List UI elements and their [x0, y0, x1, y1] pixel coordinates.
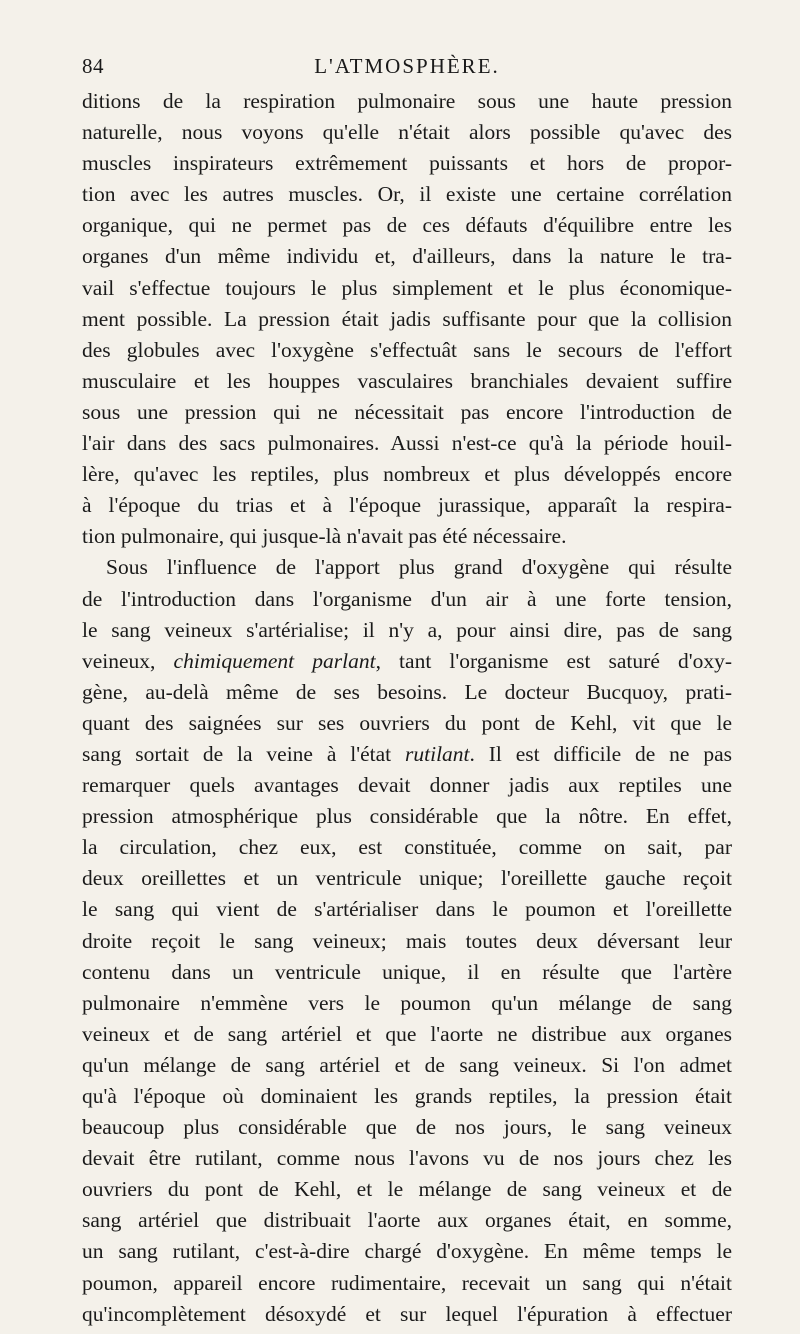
text-line: sang artériel que distribuait l'aorte aux organes était, en somme, [82, 1208, 732, 1233]
text-line: ouvriers du pont de Kehl, et le mélange de sang veineux et de [82, 1177, 732, 1202]
text-segment: . Il est difficile de ne pas [469, 741, 732, 766]
text-segment: sang sortait de la veine à l'état [82, 741, 405, 766]
text-line: le sang veineux s'artérialise; il n'y a, pour ainsi dire, pas de sang [82, 617, 732, 642]
text-line: quant des saignées sur ses ouvriers du pont de Kehl, vit que le [82, 710, 732, 735]
text-line: le sang qui vient de s'artérialiser dans le poumon et l'oreillette [82, 897, 732, 922]
text-line: la circulation, chez eux, est constituée, comme on sait, par [82, 835, 732, 860]
page-number: 84 [82, 54, 104, 78]
text-line: musculaire et les houppes vasculaires branchiales devaient suffire [82, 368, 732, 393]
running-head [82, 54, 732, 84]
text-line: ditions de la respiration pulmonaire sous une haute pression [82, 89, 732, 113]
text-line: droite reçoit le sang veineux; mais toutes deux déversant leur [82, 928, 732, 953]
text-line: beaucoup plus considérable que de nos jours, le sang veineux [82, 1115, 732, 1140]
paragraph-end-line: tion pulmonaire, qui jusque-là n'avait pas été nécessaire. [82, 524, 567, 549]
text-line: à l'époque du trias et à l'époque jurassique, apparaît la respira- [82, 493, 732, 518]
text-line: pression atmosphérique plus considérable que la nôtre. En effet, [82, 804, 732, 829]
text-line: deux oreillettes et un ventricule unique; l'oreillette gauche reçoit [82, 866, 732, 891]
text-line: un sang rutilant, c'est-à-dire chargé d'oxygène. En même temps le [82, 1239, 732, 1264]
text-line-with-italic [82, 739, 732, 770]
text-line: qu'incomplètement désoxydé et sur lequel l'épuration à effectuer [82, 1301, 732, 1326]
body-text [82, 86, 732, 1330]
text-line: muscles inspirateurs extrêmement puissants et hors de propor- [82, 151, 732, 176]
text-line: sous une pression qui ne nécessitait pas encore l'introduction de [82, 399, 732, 424]
text-line: contenu dans un ventricule unique, il en résulte que l'artère [82, 959, 732, 984]
text-line: remarquer quels avantages devait donner jadis aux reptiles une [82, 773, 732, 798]
text-line: de l'introduction dans l'organisme d'un air à une forte tension, [82, 586, 732, 611]
text-line: veineux et de sang artériel et que l'aorte ne distribue aux organes [82, 1021, 732, 1046]
text-line: qu'à l'époque où dominaient les grands reptiles, la pression était [82, 1084, 732, 1108]
italic-phrase: chimiquement parlant [173, 648, 376, 673]
text-line: organes d'un même individu et, d'ailleurs, dans la nature le tra- [82, 244, 732, 269]
text-line: pulmonaire n'emmène vers le poumon qu'un mélange de sang [82, 990, 732, 1015]
text-line: ment possible. La pression était jadis suffisante pour que la collision [82, 306, 732, 331]
text-segment: , tant l'organisme est saturé d'oxy- [375, 648, 732, 673]
text-line: des globules avec l'oxygène s'effectuât sans le secours de l'effort [82, 337, 732, 362]
running-title: L'ATMOSPHÈRE. [314, 54, 500, 78]
text-line: vail s'effectue toujours le plus simplement et le plus économique- [82, 275, 732, 300]
text-segment: veineux, [82, 648, 174, 673]
italic-word: rutilant [405, 741, 470, 766]
text-line: qu'un mélange de sang artériel et de sang veineux. Si l'on admet [82, 1052, 732, 1077]
text-line: organique, qui ne permet pas de ces défauts d'équilibre entre les [82, 213, 732, 238]
text-line: poumon, appareil encore rudimentaire, recevait un sang qui n'était [82, 1270, 732, 1295]
paragraph-start-line: Sous l'influence de l'apport plus grand d'oxygène qui résulte [106, 555, 732, 580]
text-line: devait être rutilant, comme nous l'avons vu de nos jours chez les [82, 1146, 732, 1171]
text-line: l'air dans des sacs pulmonaires. Aussi n'est-ce qu'à la période houil- [82, 431, 732, 456]
text-line: naturelle, nous voyons qu'elle n'était alors possible qu'avec des [82, 120, 732, 145]
text-line: tion avec les autres muscles. Or, il existe une certaine corrélation [82, 182, 732, 207]
text-line: lère, qu'avec les reptiles, plus nombreux et plus développés encore [82, 462, 732, 487]
text-line-with-italic [82, 646, 732, 677]
text-line: gène, au-delà même de ses besoins. Le docteur Bucquoy, prati- [82, 679, 732, 704]
